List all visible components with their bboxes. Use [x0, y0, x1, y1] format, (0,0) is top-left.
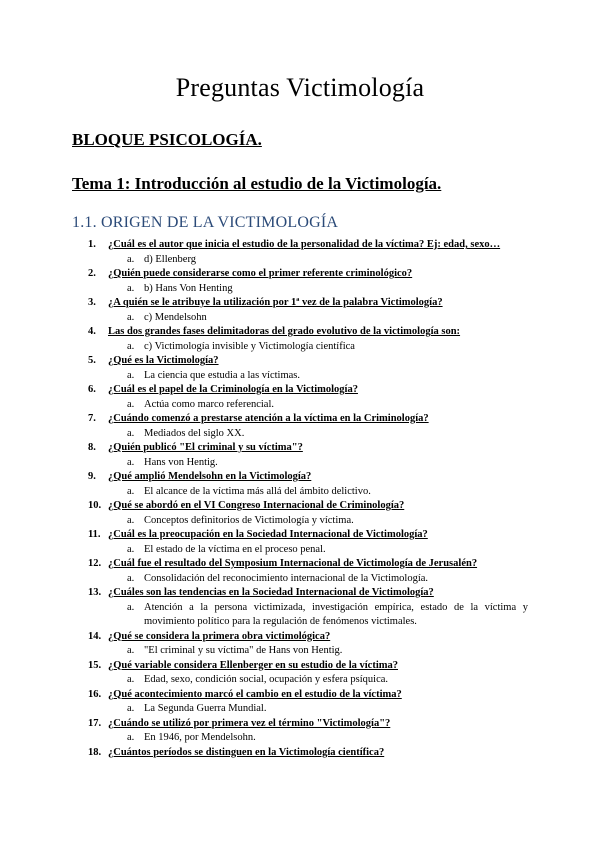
- answer-line: [0, 731, 600, 746]
- answer-letter: a.: [127, 282, 135, 294]
- question-line: [0, 528, 600, 543]
- answer-line: [0, 253, 600, 268]
- question-item: [0, 717, 600, 746]
- question-item: [0, 325, 600, 354]
- question-text: ¿Quién publicó "El criminal y su víctima"?: [108, 442, 303, 453]
- question-line: [0, 383, 600, 398]
- question-text: ¿Cuáles son las tendencias en la Sociedad Internacional de Victimología?: [108, 587, 434, 598]
- answer-text: Atención a la persona victimizada, investigación empírica, estado de la víctima y movimiento político para la regulación de fenómenos victimales.: [144, 601, 528, 627]
- answer-text: "El criminal y su víctima" de Hans von Hentig.: [144, 645, 343, 656]
- question-text: ¿Qué se considera la primera obra victimológica?: [108, 630, 331, 642]
- answer-letter: a.: [127, 340, 135, 352]
- question-line: [0, 325, 600, 340]
- question-line: [0, 746, 600, 761]
- answer-letter: a.: [127, 485, 135, 497]
- answer-letter: a.: [127, 398, 135, 410]
- answer-line: [0, 340, 600, 355]
- answer-text: La ciencia que estudia a las víctimas.: [144, 369, 300, 381]
- answer-text: Conceptos definitorios de Victimología y víctima.: [144, 514, 354, 526]
- answer-letter: a.: [127, 514, 135, 526]
- question-line: [0, 470, 600, 485]
- question-line: [0, 586, 600, 601]
- answer-line: [0, 282, 600, 297]
- answer-line: [0, 398, 600, 413]
- question-text: ¿A quién se le atribuye la utilización por 1ª vez de la palabra Victimología?: [108, 297, 443, 308]
- answer-letter: a.: [127, 543, 135, 555]
- question-text: ¿Cuál es la preocupación en la Sociedad Internacional de Victimología?: [108, 529, 428, 540]
- answer-line: [0, 514, 600, 529]
- answer-line: [0, 673, 600, 688]
- question-number: 3.: [88, 297, 96, 308]
- question-item: [0, 412, 600, 441]
- question-number: 11.: [88, 529, 101, 540]
- question-number: 18.: [88, 746, 102, 758]
- answer-line: [0, 644, 600, 659]
- answer-text: c) Victimología invisible y Victimología científica: [144, 340, 355, 352]
- question-item: [0, 659, 600, 688]
- question-number: 10.: [88, 500, 102, 511]
- question-item: [0, 267, 600, 296]
- question-line: [0, 441, 600, 456]
- answer-text: La Segunda Guerra Mundial.: [144, 703, 267, 714]
- question-number: 7.: [88, 413, 96, 424]
- answer-line: [0, 427, 600, 442]
- answer-letter: a.: [127, 674, 135, 685]
- answer-letter: a.: [127, 645, 135, 656]
- answer-text: Actúa como marco referencial.: [144, 398, 275, 410]
- question-line: [0, 296, 600, 311]
- question-item: [0, 528, 600, 557]
- question-text: ¿Cuál fue el resultado del Symposium Internacional de Victimología de Jerusalén?: [108, 558, 478, 569]
- question-text: ¿Qué acontecimiento marcó el cambio en el estudio de la víctima?: [108, 688, 402, 700]
- question-text: ¿Cuál es el autor que inicia el estudio de la personalidad de la víctima? Ej: edad, sexo…: [108, 239, 501, 250]
- answer-letter: a.: [127, 703, 135, 714]
- question-line: [0, 557, 600, 572]
- answer-letter: a.: [127, 427, 135, 439]
- answer-line: [0, 601, 600, 630]
- document-title: Preguntas Victimología: [175, 73, 425, 102]
- question-number: 4.: [88, 326, 96, 337]
- answer-letter: a.: [127, 311, 135, 323]
- answer-text: b) Hans Von Henting: [144, 282, 233, 294]
- question-text: ¿Quién puede considerarse como el primer referente criminológico?: [108, 268, 413, 279]
- question-number: 5.: [88, 355, 96, 366]
- answer-letter: a.: [127, 601, 135, 613]
- question-number: 8.: [88, 442, 96, 453]
- question-text: ¿Qué amplió Mendelsohn en la Victimología?: [108, 471, 312, 482]
- answer-text: Mediados del siglo XX.: [144, 427, 245, 439]
- question-text: ¿Cuándo comenzó a prestarse atención a la víctima en la Criminología?: [108, 413, 429, 424]
- section-heading: 1.1. ORIGEN DE LA VICTIMOLOGÍA: [72, 214, 339, 231]
- question-number: 1.: [88, 239, 96, 250]
- answer-letter: a.: [127, 253, 135, 265]
- question-line: [0, 717, 600, 732]
- answer-line: [0, 485, 600, 500]
- question-text: ¿Cuándo se utilizó por primera vez el término "Victimología"?: [108, 717, 391, 729]
- question-item: [0, 383, 600, 412]
- answer-letter: a.: [127, 456, 135, 468]
- answer-line: [0, 702, 600, 717]
- answer-letter: a.: [127, 732, 135, 743]
- question-item: [0, 586, 600, 630]
- question-text: ¿Cuál es el papel de la Criminología en la Victimología?: [108, 384, 358, 395]
- question-line: [0, 238, 600, 253]
- question-line: [0, 499, 600, 514]
- question-number: 12.: [88, 558, 102, 569]
- question-item: [0, 470, 600, 499]
- answer-text: El estado de la víctima en el proceso penal.: [144, 543, 326, 555]
- question-number: 6.: [88, 384, 96, 395]
- answer-text: Consolidación del reconocimiento internacional de la Victimología.: [144, 572, 429, 584]
- answer-line: [0, 456, 600, 471]
- answer-letter: a.: [127, 572, 135, 584]
- question-text: ¿Qué variable considera Ellenberger en su estudio de la víctima?: [108, 659, 399, 671]
- answer-line: [0, 369, 600, 384]
- question-item: [0, 557, 600, 586]
- question-text: ¿Cuántos períodos se distinguen en la Victimología científica?: [108, 746, 385, 758]
- question-line: [0, 354, 600, 369]
- question-item: [0, 499, 600, 528]
- question-line: [0, 630, 600, 645]
- question-number: 9.: [88, 471, 96, 482]
- question-item: [0, 441, 600, 470]
- answer-text: d) Ellenberg: [144, 253, 196, 265]
- question-number: 15.: [88, 659, 102, 671]
- question-line: [0, 659, 600, 674]
- answer-line: [0, 311, 600, 326]
- question-list: [0, 238, 600, 760]
- question-line: [0, 688, 600, 703]
- answer-text: c) Mendelsohn: [144, 311, 207, 323]
- question-item: [0, 296, 600, 325]
- question-line: [0, 267, 600, 282]
- question-line: [0, 412, 600, 427]
- answer-text: Edad, sexo, condición social, ocupación y esfera psíquica.: [144, 674, 389, 685]
- answer-line: [0, 543, 600, 558]
- question-number: 13.: [88, 587, 102, 598]
- question-item: [0, 238, 600, 267]
- answer-line: [0, 572, 600, 587]
- question-number: 14.: [88, 630, 102, 642]
- question-item: [0, 688, 600, 717]
- answer-text: En 1946, por Mendelsohn.: [144, 732, 256, 743]
- question-text: Las dos grandes fases delimitadoras del grado evolutivo de la victimología son:: [108, 326, 461, 337]
- question-item: [0, 354, 600, 383]
- question-item: [0, 630, 600, 659]
- question-number: 2.: [88, 268, 96, 279]
- question-item: [0, 746, 600, 761]
- answer-text: Hans von Hentig.: [144, 456, 218, 468]
- question-text: ¿Qué es la Victimología?: [108, 355, 219, 366]
- answer-text: El alcance de la víctima más allá del ámbito delictivo.: [144, 485, 371, 497]
- topic-heading: Tema 1: Introducción al estudio de la Victimología.: [72, 174, 442, 193]
- block-heading: BLOQUE PSICOLOGÍA.: [72, 130, 262, 149]
- question-number: 17.: [88, 717, 102, 729]
- question-number: 16.: [88, 688, 102, 700]
- answer-letter: a.: [127, 369, 135, 381]
- question-text: ¿Qué se abordó en el VI Congreso Internacional de Criminología?: [108, 500, 405, 511]
